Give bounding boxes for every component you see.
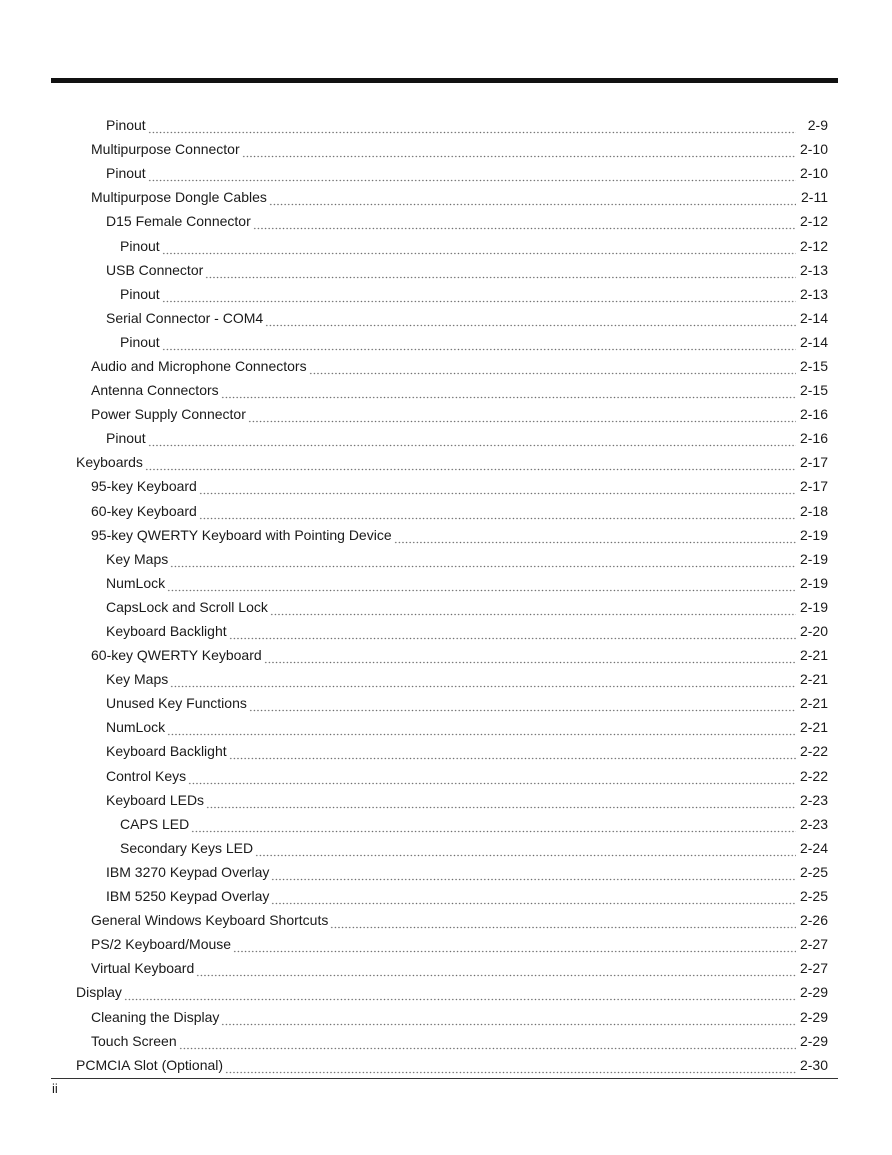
toc-entry-page-number: 2-22 bbox=[799, 767, 828, 784]
toc-entry[interactable] bbox=[0, 499, 892, 523]
toc-entry-title: General Windows Keyboard Shortcuts bbox=[91, 912, 329, 929]
toc-entry-page-number: 2-12 bbox=[799, 237, 828, 254]
dot-leader bbox=[221, 387, 796, 399]
dot-leader bbox=[196, 965, 796, 977]
dot-leader bbox=[255, 845, 796, 857]
toc-entry-title: Unused Key Functions bbox=[106, 695, 247, 712]
dot-leader bbox=[225, 1062, 796, 1074]
header-rule bbox=[51, 78, 838, 83]
toc-entry-title: NumLock bbox=[106, 574, 166, 591]
dot-leader bbox=[248, 411, 796, 423]
toc-entry-title: Key Maps bbox=[106, 550, 169, 567]
dot-leader bbox=[229, 628, 796, 640]
toc-entry-title: Multipurpose Dongle Cables bbox=[91, 189, 267, 206]
toc-entry-title: PCMCIA Slot (Optional) bbox=[76, 1056, 224, 1073]
dot-leader bbox=[124, 989, 796, 1001]
toc-entry-page-number: 2-19 bbox=[799, 574, 828, 591]
toc-entry[interactable] bbox=[0, 378, 892, 402]
toc-entry-page-number: 2-22 bbox=[799, 743, 828, 760]
toc-entry[interactable] bbox=[0, 595, 892, 619]
toc-entry-page-number: 2-10 bbox=[799, 141, 828, 158]
toc-entry[interactable] bbox=[0, 402, 892, 426]
toc-entry[interactable] bbox=[0, 354, 892, 378]
toc-entry-title: CapsLock and Scroll Lock bbox=[106, 598, 268, 615]
toc-entry-title: CAPS LED bbox=[120, 815, 190, 832]
toc-entry[interactable] bbox=[0, 956, 892, 980]
toc-entry[interactable] bbox=[0, 836, 892, 860]
toc-entry-title: Audio and Microphone Connectors bbox=[91, 357, 307, 374]
dot-leader bbox=[148, 122, 796, 134]
toc-entry-title: Multipurpose Connector bbox=[91, 141, 240, 158]
toc-entry[interactable] bbox=[0, 932, 892, 956]
toc-entry[interactable] bbox=[0, 908, 892, 932]
dot-leader bbox=[162, 339, 796, 351]
dot-leader bbox=[179, 1038, 796, 1050]
toc-entry-page-number: 2-27 bbox=[799, 960, 828, 977]
dot-leader bbox=[162, 243, 796, 255]
dot-leader bbox=[188, 773, 796, 785]
toc-entry-title: Virtual Keyboard bbox=[91, 960, 195, 977]
dot-leader bbox=[229, 748, 796, 760]
dot-leader bbox=[170, 676, 796, 688]
toc-entry-title: IBM 3270 Keypad Overlay bbox=[106, 863, 270, 880]
toc-entry-page-number: 2-21 bbox=[799, 695, 828, 712]
toc-entry-title: 60-key Keyboard bbox=[91, 502, 197, 519]
dot-leader bbox=[167, 724, 796, 736]
toc-entry-page-number: 2-27 bbox=[799, 936, 828, 953]
dot-leader bbox=[148, 170, 796, 182]
toc-entry-page-number: 2-12 bbox=[799, 213, 828, 230]
toc-entry-page-number: 2-24 bbox=[799, 839, 828, 856]
toc-entry-title: Pinout bbox=[120, 285, 160, 302]
toc-entry[interactable] bbox=[0, 282, 892, 306]
toc-entry-title: Cleaning the Display bbox=[91, 1008, 220, 1025]
footer-page-number: ii bbox=[52, 1081, 58, 1096]
toc-entry-title: Serial Connector - COM4 bbox=[106, 309, 264, 326]
dot-leader bbox=[145, 459, 796, 471]
toc-entry[interactable] bbox=[0, 233, 892, 257]
toc-entry-title: Keyboard Backlight bbox=[106, 623, 227, 640]
toc-entry[interactable] bbox=[0, 860, 892, 884]
toc-entry-page-number: 2-29 bbox=[799, 1032, 828, 1049]
toc-entry-title: Antenna Connectors bbox=[91, 382, 219, 399]
toc-entry[interactable] bbox=[0, 547, 892, 571]
toc-entry-title: Pinout bbox=[120, 237, 160, 254]
toc-entry-title: Touch Screen bbox=[91, 1032, 177, 1049]
toc-entry-page-number: 2-11 bbox=[801, 189, 828, 206]
toc-entry-page-number: 2-29 bbox=[799, 1008, 828, 1025]
table-of-contents bbox=[0, 113, 892, 1077]
toc-entry-title: 95-key Keyboard bbox=[91, 478, 197, 495]
toc-entry-page-number: 2-14 bbox=[799, 309, 828, 326]
toc-entry[interactable] bbox=[0, 185, 892, 209]
dot-leader bbox=[270, 604, 796, 616]
toc-entry[interactable] bbox=[0, 209, 892, 233]
toc-entry[interactable] bbox=[0, 884, 892, 908]
toc-entry-page-number: 2-17 bbox=[799, 478, 828, 495]
toc-entry-page-number: 2-20 bbox=[799, 623, 828, 640]
toc-entry-page-number: 2-23 bbox=[799, 815, 828, 832]
dot-leader bbox=[269, 194, 796, 206]
toc-entry[interactable] bbox=[0, 788, 892, 812]
toc-entry[interactable] bbox=[0, 330, 892, 354]
toc-entry[interactable] bbox=[0, 571, 892, 595]
toc-entry-page-number: 2-21 bbox=[799, 671, 828, 688]
dot-leader bbox=[330, 917, 796, 929]
toc-entry[interactable] bbox=[0, 619, 892, 643]
dot-leader bbox=[249, 700, 796, 712]
toc-entry[interactable] bbox=[0, 474, 892, 498]
toc-entry[interactable] bbox=[0, 161, 892, 185]
dot-leader bbox=[394, 532, 796, 544]
dot-leader bbox=[170, 556, 796, 568]
dot-leader bbox=[264, 652, 796, 664]
toc-entry[interactable] bbox=[0, 523, 892, 547]
toc-entry-page-number: 2-19 bbox=[799, 550, 828, 567]
toc-entry-page-number: 2-21 bbox=[799, 719, 828, 736]
toc-entry-title: D15 Female Connector bbox=[106, 213, 251, 230]
dot-leader bbox=[242, 146, 796, 158]
toc-entry[interactable] bbox=[0, 450, 892, 474]
dot-leader bbox=[206, 797, 796, 809]
toc-entry-page-number: 2-15 bbox=[799, 357, 828, 374]
dot-leader bbox=[167, 580, 796, 592]
dot-leader bbox=[271, 869, 796, 881]
dot-leader bbox=[199, 483, 796, 495]
toc-entry-page-number: 2-19 bbox=[799, 526, 828, 543]
toc-entry-page-number: 2-13 bbox=[799, 285, 828, 302]
toc-entry-page-number: 2-17 bbox=[799, 454, 828, 471]
toc-entry-page-number: 2-25 bbox=[799, 863, 828, 880]
toc-entry-title: Keyboards bbox=[76, 454, 143, 471]
toc-entry-page-number: 2-9 bbox=[807, 117, 828, 134]
toc-entry-title: IBM 5250 Keypad Overlay bbox=[106, 888, 270, 905]
dot-leader bbox=[271, 893, 796, 905]
toc-entry[interactable] bbox=[0, 667, 892, 691]
footer-rule bbox=[51, 1078, 838, 1079]
toc-entry-title: Keyboard Backlight bbox=[106, 743, 227, 760]
toc-entry-page-number: 2-18 bbox=[799, 502, 828, 519]
dot-leader bbox=[309, 363, 796, 375]
toc-entry[interactable] bbox=[0, 426, 892, 450]
dot-leader bbox=[205, 267, 796, 279]
toc-entry[interactable] bbox=[0, 113, 892, 137]
toc-entry-title: Key Maps bbox=[106, 671, 169, 688]
toc-entry[interactable] bbox=[0, 739, 892, 763]
dot-leader bbox=[191, 821, 796, 833]
toc-entry-title: Control Keys bbox=[106, 767, 187, 784]
dot-leader bbox=[265, 315, 796, 327]
toc-entry-title: 60-key QWERTY Keyboard bbox=[91, 647, 262, 664]
toc-entry-page-number: 2-16 bbox=[799, 406, 828, 423]
toc-entry[interactable] bbox=[0, 691, 892, 715]
toc-entry-page-number: 2-10 bbox=[799, 165, 828, 182]
toc-entry[interactable] bbox=[0, 764, 892, 788]
toc-entry-title: NumLock bbox=[106, 719, 166, 736]
dot-leader bbox=[221, 1014, 796, 1026]
toc-entry-page-number: 2-26 bbox=[799, 912, 828, 929]
toc-entry-title: Pinout bbox=[106, 117, 146, 134]
toc-entry-title: Keyboard LEDs bbox=[106, 791, 205, 808]
dot-leader bbox=[253, 218, 796, 230]
toc-entry-title: Pinout bbox=[106, 430, 146, 447]
toc-entry[interactable] bbox=[0, 1029, 892, 1053]
toc-entry[interactable] bbox=[0, 1004, 892, 1028]
dot-leader bbox=[162, 291, 796, 303]
toc-entry[interactable] bbox=[0, 137, 892, 161]
toc-entry[interactable] bbox=[0, 643, 892, 667]
toc-entry-title: Secondary Keys LED bbox=[120, 839, 254, 856]
toc-entry[interactable] bbox=[0, 812, 892, 836]
toc-entry[interactable] bbox=[0, 258, 892, 282]
toc-entry-page-number: 2-29 bbox=[799, 984, 828, 1001]
dot-leader bbox=[148, 435, 796, 447]
toc-entry-page-number: 2-23 bbox=[799, 791, 828, 808]
dot-leader bbox=[233, 941, 796, 953]
toc-entry[interactable] bbox=[0, 715, 892, 739]
toc-entry-title: Pinout bbox=[120, 333, 160, 350]
toc-entry-page-number: 2-16 bbox=[799, 430, 828, 447]
toc-entry[interactable] bbox=[0, 980, 892, 1004]
toc-entry-title: Display bbox=[76, 984, 122, 1001]
toc-entry-page-number: 2-15 bbox=[799, 382, 828, 399]
toc-entry-page-number: 2-14 bbox=[799, 333, 828, 350]
toc-entry-page-number: 2-13 bbox=[799, 261, 828, 278]
dot-leader bbox=[199, 508, 796, 520]
toc-entry-title: PS/2 Keyboard/Mouse bbox=[91, 936, 232, 953]
toc-entry-page-number: 2-21 bbox=[799, 647, 828, 664]
toc-entry[interactable] bbox=[0, 306, 892, 330]
toc-entry-title: 95-key QWERTY Keyboard with Pointing Device bbox=[91, 526, 392, 543]
toc-entry-page-number: 2-30 bbox=[799, 1056, 828, 1073]
toc-entry-page-number: 2-25 bbox=[799, 888, 828, 905]
toc-entry-title: Pinout bbox=[106, 165, 146, 182]
toc-entry-page-number: 2-19 bbox=[799, 598, 828, 615]
toc-entry-title: USB Connector bbox=[106, 261, 204, 278]
toc-entry-title: Power Supply Connector bbox=[91, 406, 246, 423]
toc-entry[interactable] bbox=[0, 1053, 892, 1077]
